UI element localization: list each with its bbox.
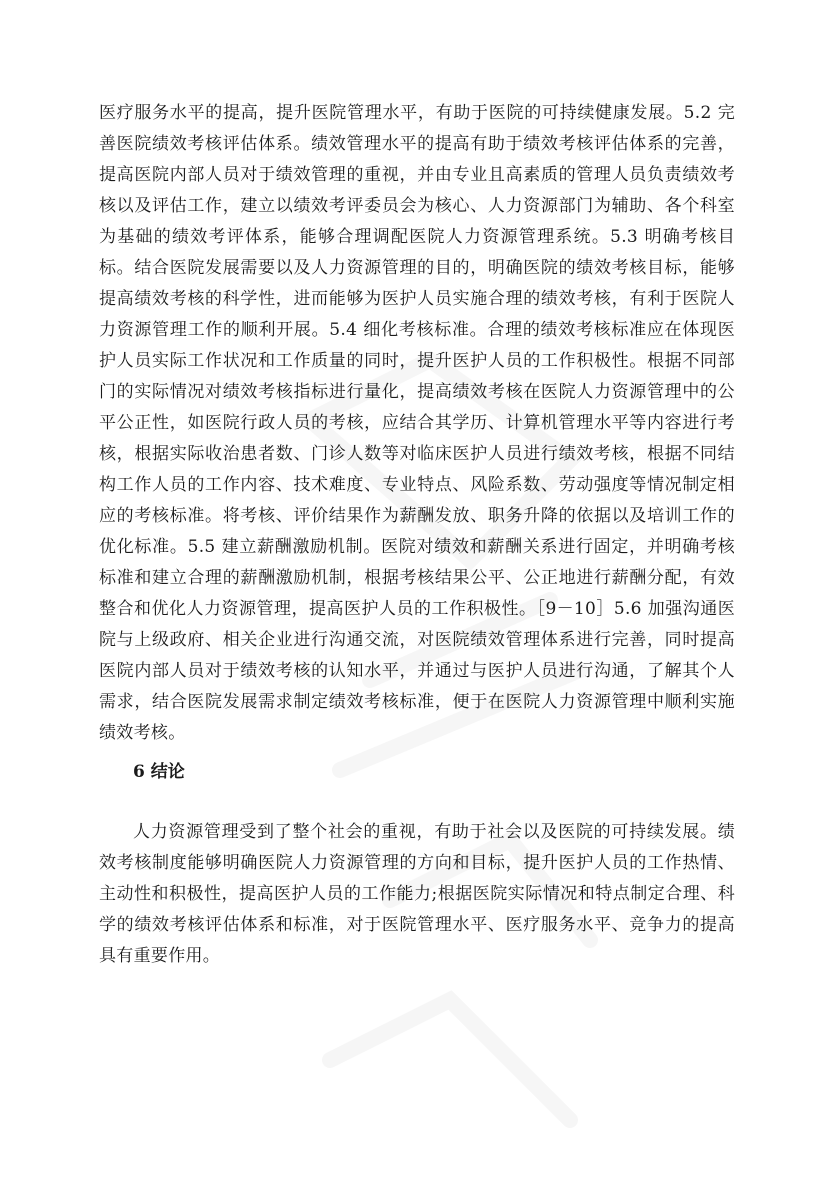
section-heading-conclusion: 6 结论 bbox=[133, 762, 185, 782]
body-paragraph-2: 人力资源管理受到了整个社会的重视，有助于社会以及医院的可持续发展。绩效考核制度能够明确医院人力资源管理的方向和目标，提升医护人员的工作热情、主动性和积极性，提高医护人员的工作能力;根据医院实际情况和特点制定合理、科学的绩效考核评估体系和标准，对于医院管理水平、医疗服务水平、竞争力的提高具有重要作用。 bbox=[99, 822, 735, 966]
body-paragraph-1: 医疗服务水平的提高，提升医院管理水平，有助于医院的可持续健康发展。5.2 完善医院绩效考核评估体系。绩效管理水平的提高有助于绩效考核评估体系的完善，提高医院内部人员对于绩效管理的重视，并由专业且高素质的管理人员负责绩效考核以及评估工作，建立以绩效考评委员会为核心、人力资源部门为辅助、各个科室为基础的绩效考评体系，能够合理调配医院人力资源管理系统。5.3 明确考核目标。结合医院发展需要以及人力资源管理的目的，明确医院的绩效考核目标，能够提高绩效考核的科学性，进而能够为医护人员实施合理的绩效考核，有利于医院人力资源管理工作的顺利开展。5.4 细化考核标准。合理的绩效考核标准应在体现医护人员实际工作状况和工作质量的同时，提升医护人员的工作积极性。根据不同部门的实际情况对绩效考核指标进行量化，提高绩效考核在医院人力资源管理中的公平公正性，如医院行政人员的考核，应结合其学历、计算机管理水平等内容进行考核，根据实际收治患者数、门诊人数等对临床医护人员进行绩效考核，根据不同结构工作人员的工作内容、技术难度、专业特点、风险系数、劳动强度等情况制定相应的考核标准。将考核、评价结果作为薪酬发放、职务升降的依据以及培训工作的优化标准。5.5 建立薪酬激励机制。医院对绩效和薪酬关系进行固定，并明确考核标准和建立合理的薪酬激励机制，根据考核结果公平、公正地进行薪酬分配，有效整合和优化人力资源管理，提高医护人员的工作积极性。［9－10］5.6 加强沟通医院与上级政府、相关企业进行沟通交流，对医院绩效管理体系进行完善，同时提高医院内部人员对于绩效考核的认知水平，并通过与医护人员进行沟通，了解其个人需求，结合医院发展需求制定绩效考核标准，便于在医院人力资源管理中顺利实施绩效考核。 bbox=[99, 103, 735, 743]
